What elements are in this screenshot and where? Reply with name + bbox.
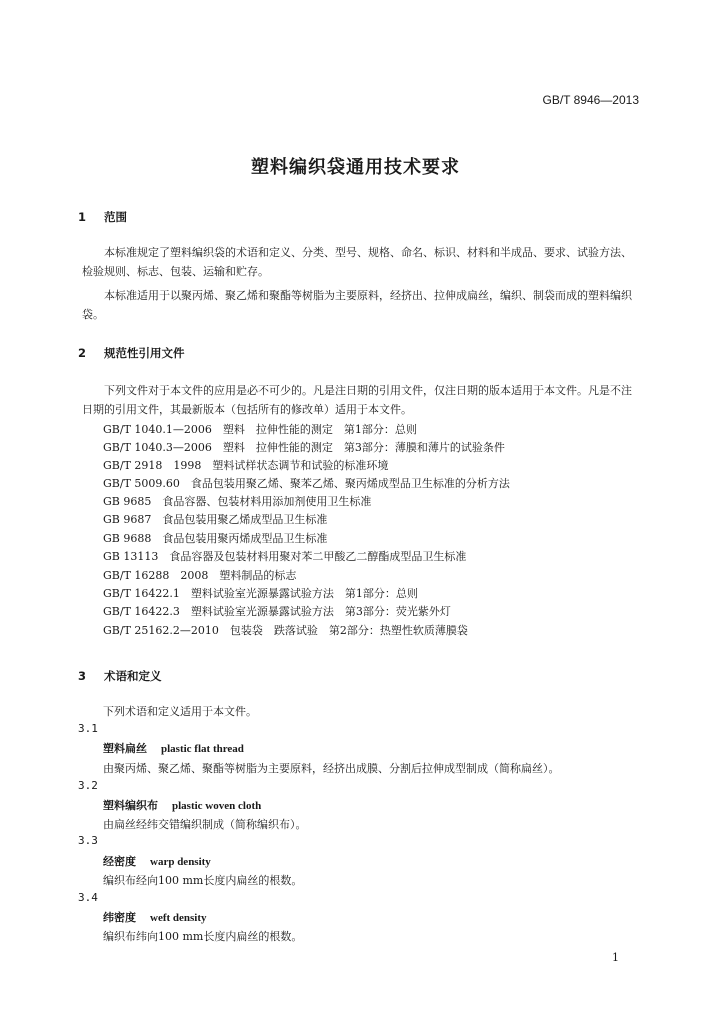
term-heading [103,740,244,756]
document-title: 塑料编织袋通用技术要求 [251,157,460,178]
term-number: 3.3 [78,834,98,847]
term-en: warp density [150,856,211,868]
section-3-heading [78,668,162,684]
term-number: 3.1 [78,722,98,735]
reference-item: GB/T 1040.3—2006 塑料 拉伸性能的测定 第3部分：薄膜和薄片的试验条件 [103,441,505,454]
term-en: weft density [150,912,207,924]
section-number: 2 [78,346,87,360]
scope-paragraph-2: 本标准适用于以聚丙烯、聚乙烯和聚酯等树脂为主要原料，经挤出、拉伸成扁丝，编织、制袋而成的塑料编织袋。 [82,289,632,321]
reference-item: GB 9685 食品容器、包装材料用添加剂使用卫生标准 [103,495,372,508]
term-definition: 由聚丙烯、聚乙烯、聚酯等树脂为主要原料，经挤出成膜、分割后拉伸成型制成（简称扁丝）。 [103,762,560,775]
reference-item: GB/T 16422.3 塑料试验室光源暴露试验方法 第3部分：荧光紫外灯 [103,605,451,618]
section-number: 1 [78,210,87,224]
reference-item: GB 9688 食品包装用聚丙烯成型品卫生标准 [103,532,328,545]
term-heading [103,853,211,869]
normative-intro: 下列文件对于本文件的应用是必不可少的。凡是注日期的引用文件，仅注日期的版本适用于本文件。凡是不注日期的引用文件，其最新版本（包括所有的修改单）适用于本文件。 [82,384,632,416]
reference-item: GB 13113 食品容器及包装材料用聚对苯二甲酸乙二醇酯成型品卫生标准 [103,550,467,563]
reference-item: GB/T 16422.1 塑料试验室光源暴露试验方法 第1部分：总则 [103,587,418,600]
section-title: 术语和定义 [104,669,162,683]
term-en: plastic woven cloth [172,800,262,812]
term-heading [103,797,261,813]
term-heading [103,909,207,925]
section-1-heading [78,209,127,225]
term-definition: 编织布纬向100 mm长度内扁丝的根数。 [103,930,303,943]
reference-item: GB/T 2918 1998 塑料试样状态调节和试验的标准环境 [103,459,389,472]
section-title: 范围 [104,210,127,224]
term-zh: 塑料编织布 [103,799,158,812]
term-number: 3.2 [78,779,98,792]
reference-item: GB/T 1040.1—2006 塑料 拉伸性能的测定 第1部分：总则 [103,423,417,436]
scope-paragraph-1: 本标准规定了塑料编织袋的术语和定义、分类、型号、规格、命名、标识、材料和半成品、要求、试验方法、检验规则、标志、包装、运输和贮存。 [82,246,632,278]
term-zh: 纬密度 [103,911,136,924]
standard-id: GB/T 8946—2013 [542,93,639,107]
reference-item: GB/T 25162.2—2010 包装袋 跌落试验 第2部分：热塑性软质薄膜袋 [103,624,468,637]
term-definition: 由扁丝经纬交错编织制成（简称编织布）。 [103,818,307,831]
term-zh: 塑料扁丝 [103,742,147,755]
section-title: 规范性引用文件 [104,346,185,360]
reference-item: GB/T 5009.60 食品包装用聚乙烯、聚苯乙烯、聚丙烯成型品卫生标准的分析方法 [103,477,510,490]
page-number: 1 [612,951,619,964]
term-definition: 编织布经向100 mm长度内扁丝的根数。 [103,874,303,887]
reference-item: GB 9687 食品包装用聚乙烯成型品卫生标准 [103,513,328,526]
term-zh: 经密度 [103,855,136,868]
terms-intro: 下列术语和定义适用于本文件。 [103,705,257,718]
term-en: plastic flat thread [161,743,244,755]
term-number: 3.4 [78,891,98,904]
reference-item: GB/T 16288 2008 塑料制品的标志 [103,569,297,582]
section-number: 3 [78,669,87,683]
section-2-heading [78,345,185,361]
